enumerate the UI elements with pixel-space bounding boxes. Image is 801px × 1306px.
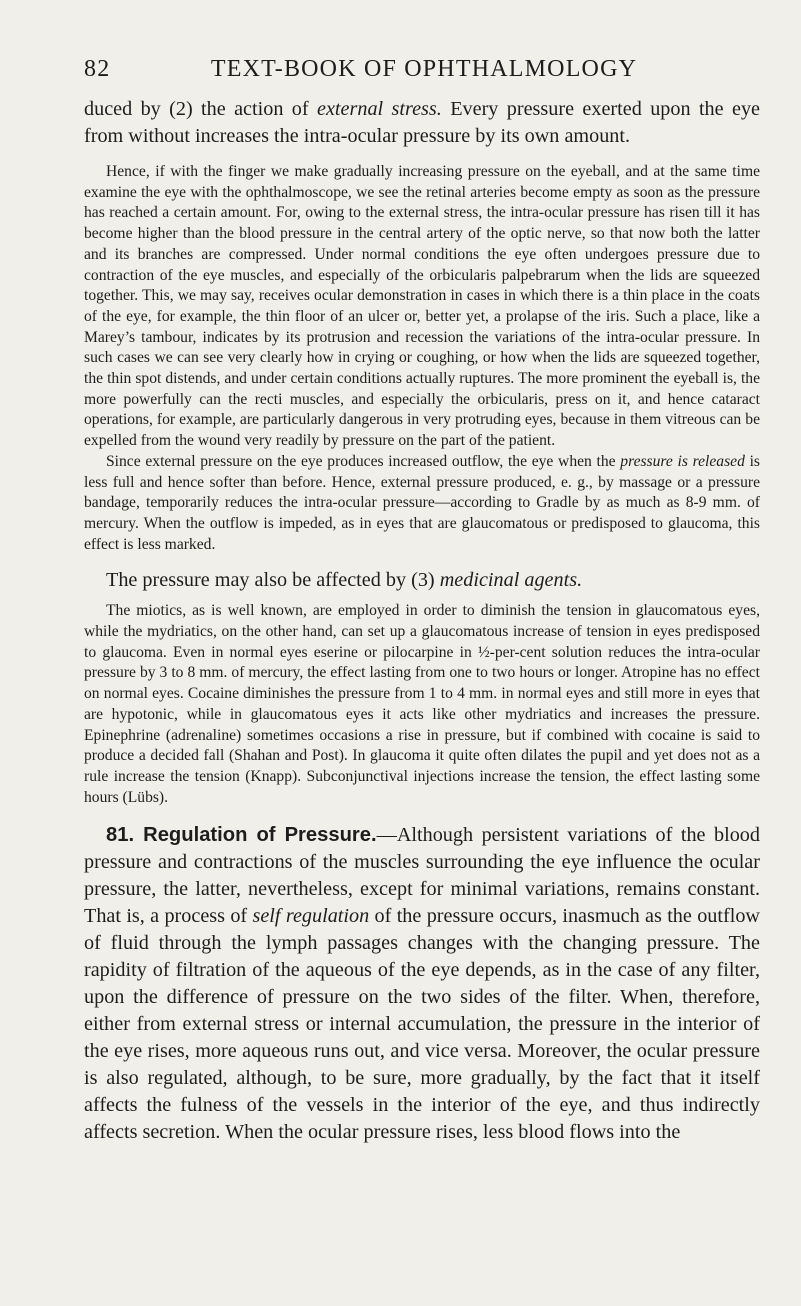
fraction: ½: [477, 643, 490, 661]
page-body: [84, 96, 760, 1146]
emphasis: medicinal agents.: [439, 569, 583, 592]
running-title: TEXT-BOOK OF OPHTHALMOLOGY: [210, 56, 638, 82]
text-run: is less full and hence softer than before. Hence, external pressure produced, e. g., by massage or a pressure bandage, temporarily reduces the intra-ocular pressure—according to Gradle by as much as 8-9 mm. of mercury. When the outflow is impeded, as in eyes that are glaucomatous or predisposed to glaucoma, this effect is less marked.: [84, 452, 760, 553]
paragraph-pressure-released: [84, 452, 760, 556]
text-run: The pressure may also be affected by (3): [106, 569, 440, 592]
emphasis: external stress.: [317, 98, 442, 120]
paragraph-regulation-of-pressure: [84, 822, 760, 1146]
page-number: 82: [84, 56, 111, 82]
text-run: The miotics, as is well known, are employed in order to diminish the tension in glaucomatous eyes, while the mydriatics, on the other hand, can set up a glaucomatous increase of tension in eyes predisposed to glaucoma. Even in normal eyes eserine or pilocarpine in: [84, 602, 760, 661]
text-run: -per-cent solution reduces the intra-ocular pressure by 3 to 8 mm. of mercury, the effect lasting from one to two hours or longer. Atropine has no effect on normal eyes. Cocaine diminishes the pressure from 1 to 4 mm. in normal eyes and still more in eyes that are hypotonic, while in glaucomatous eyes it acts like other mydriatics and increases the pressure. Epinephrine (adrenaline) sometimes occasions a rise in pressure, but if combined with cocaine is said to produce a decided fall (Shahan and Post). In glaucoma it quite often dilates the pupil and yet does not as a rule increase the tension (Knapp). Subconjunctival injections increase the tension, the effect lasting some hours (Lübs).: [84, 643, 761, 806]
paragraph-external-stress: [84, 96, 760, 150]
paragraph-finger-pressure: Hence, if with the finger we make gradually increasing pressure on the eyeball, and at the same time examine the eye with the ophthalmoscope, we see the retinal arteries become empty as soon as the pressure has reached a certain amount. For, owing to the external stress, the intra-ocular pressure has risen till it has become higher than the blood pressure in the central artery of the optic nerve, so that now both the latter and its branches are compressed. Under normal conditions the eye often undergoes pressure due to contraction of the eye muscles, and especially of the orbicularis palpebrarum when the lids are squeezed together. This, we may say, receives ocular demonstration in cases in which there is a thin place in the coats of the eye, for example, the thin floor of an ulcer or, better yet, a prolapse of the iris. Such a place, like a Marey’s tambour, indicates by its protrusion and recession the variations of the intra-ocular pressure. In such cases we can see very clearly how in crying or coughing, or how when the lids are squeezed together, the thin spot distends, and under certain conditions actually ruptures. The more prominent the eyeball is, the more powerfully can the recti muscles, and especially the orbicularis, press on it, and hence cataract operations, for example, are particularly dangerous in very protruding eyes, because in them vitreous can be expelled from the wound very readily by pressure on the part of the patient.: [84, 163, 760, 450]
paragraph-medicinal-agents: [84, 567, 760, 594]
text-run: duced by (2) the action of: [84, 98, 317, 120]
emphasis: self regulation: [252, 905, 370, 928]
text-run: of the pressure occurs, inasmuch as the outflow of fluid through the lymph passages changes with the changing pressure. The rapidity of filtration of the aqueous of the eye depends, as in the case of any filter, upon the difference of pressure on the two sides of the filter. When, therefore, either from external stress or internal accumulation, the pressure in the interior of the eye rises, more aqueous runs out, and vice versa. Moreover, the ocular pressure is also regulated, although, to be sure, more gradually, by the fact that it itself affects the fulness of the vessels in the interior of the eye, and thus indirectly affects secretion. When the ocular pressure rises, less blood flows into the: [84, 905, 760, 1144]
paragraph-miotics: [84, 601, 760, 808]
section-heading: 81. Regulation of Pressure.: [106, 824, 377, 847]
text-run: —Although persistent variations of the blood pressure and contractions of the muscles surrounding the eye influence the ocular pressure, the latter, nevertheless, except for minimal variations, remains constant. That is, a process of: [84, 824, 760, 928]
emphasis: pressure is released: [620, 452, 745, 470]
text-run: Since external pressure on the eye produces increased outflow, the eye when the: [106, 452, 621, 470]
text-run: Every pressure exerted upon the eye from without increases the intra-ocular pressure by its own amount.: [84, 98, 760, 147]
